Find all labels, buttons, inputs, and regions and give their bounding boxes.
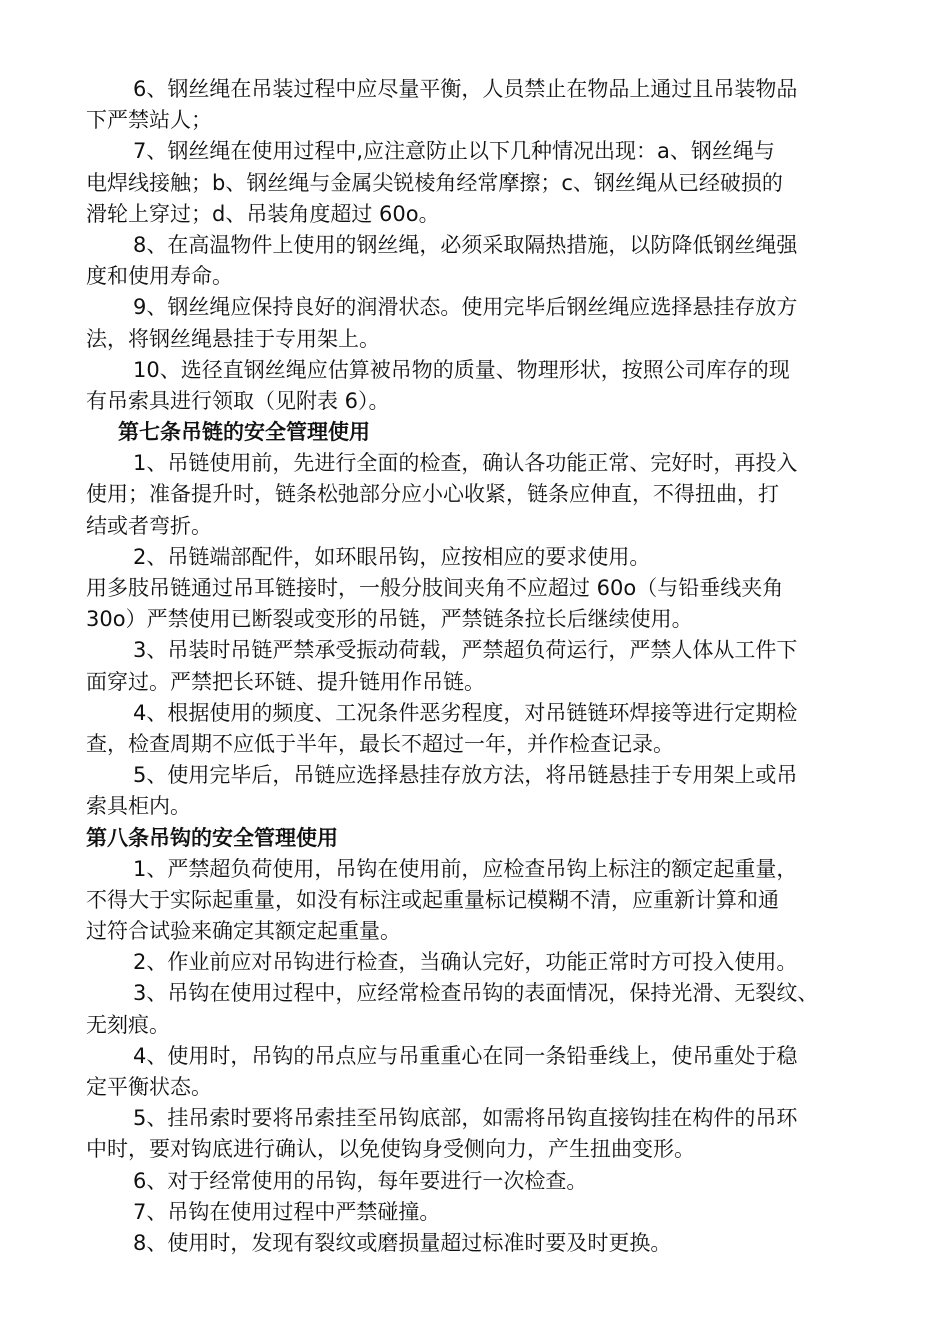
document-body — [86, 74, 886, 1259]
item-9-line-1: 9、钢丝绳应保持良好的润滑状态。使用完毕后钢丝绳应选择悬挂存放方 — [133, 295, 798, 320]
hook-item-1-line-3: 过符合试验来确定其额定起重量。 — [86, 919, 401, 944]
hook-item-3-line-2: 无刻痕。 — [86, 1012, 170, 1037]
item-7-line-3: 滑轮上穿过；d、吊装角度超过 60o。 — [86, 201, 440, 226]
chain-item-4-line-1: 4、根据使用的频度、工况条件恶劣程度，对吊链链环焊接等进行定期检 — [133, 700, 798, 725]
chain-item-2-line-3: 30o）严禁使用已断裂或变形的吊链，严禁链条拉长后继续使用。 — [86, 607, 693, 632]
item-10-line-2: 有吊索具进行领取（见附表 6）。 — [86, 388, 390, 413]
item-8-line-1: 8、在高温物件上使用的钢丝绳，必须采取隔热措施，以防降低钢丝绳强 — [133, 232, 798, 257]
chain-item-5-line-1: 5、使用完毕后，吊链应选择悬挂存放方法，将吊链悬挂于专用架上或吊 — [133, 763, 798, 788]
section-heading-7: 第七条吊链的安全管理使用 — [118, 420, 370, 445]
item-6-line-2: 下严禁站人； — [86, 108, 212, 133]
hook-item-5-line-2: 中时，要对钩底进行确认，以免使钩身受侧向力，产生扭曲变形。 — [86, 1137, 695, 1162]
chain-item-2-line-2: 用多肢吊链通过吊耳链接时，一般分肢间夹角不应超过 60o（与铅垂线夹角 — [86, 576, 784, 600]
hook-item-2-line-1: 2、作业前应对吊钩进行检查，当确认完好，功能正常时方可投入使用。 — [133, 950, 798, 975]
chain-item-3-line-1: 3、吊装时吊链严禁承受振动荷载，严禁超负荷运行，严禁人体从工件下 — [133, 638, 798, 663]
hook-item-6-line-1: 6、对于经常使用的吊钩，每年要进行一次检查。 — [133, 1168, 588, 1193]
hook-item-7-line-1: 7、吊钩在使用过程中严禁碰撞。 — [133, 1199, 441, 1224]
section-heading-8: 第八条吊钩的安全管理使用 — [86, 825, 338, 850]
chain-item-3-line-2: 面穿过。严禁把长环链、提升链用作吊链。 — [86, 669, 485, 694]
item-7-line-2: 电焊线接触；b、钢丝绳与金属尖锐棱角经常摩擦；c、钢丝绳从已经破损的 — [86, 170, 783, 195]
item-6-line-1: 6、钢丝绳在吊装过程中应尽量平衡，人员禁止在物品上通过且吊装物品 — [133, 77, 798, 101]
hook-item-5-line-1: 5、挂吊索时要将吊索挂至吊钩底部，如需将吊钩直接钩挂在构件的吊环 — [133, 1106, 798, 1131]
chain-item-1-line-3: 结或者弯折。 — [86, 513, 212, 538]
item-10-line-1: 10、选径直钢丝绳应估算被吊物的质量、物理形状，按照公司库存的现 — [133, 357, 790, 382]
chain-item-5-line-2: 索具柜内。 — [86, 794, 191, 819]
item-7-line-1: 7、钢丝绳在使用过程中,应注意防止以下几种情况出现：a、钢丝绳与 — [133, 139, 775, 164]
hook-item-1-line-2: 不得大于实际起重量，如没有标注或起重量标记模糊不清，应重新计算和通 — [86, 887, 779, 912]
hook-item-1-line-1: 1、严禁超负荷使用，吊钩在使用前，应检查吊钩上标注的额定起重量， — [133, 856, 798, 881]
hook-item-4-line-1: 4、使用时，吊钩的吊点应与吊重重心在同一条铅垂线上，使吊重处于稳 — [133, 1043, 798, 1068]
chain-item-4-line-2: 查，检查周期不应低于半年，最长不超过一年，并作检查记录。 — [86, 731, 674, 756]
hook-item-8-line-1: 8、使用时，发现有裂纹或磨损量超过标准时要及时更换。 — [133, 1230, 672, 1255]
chain-item-2-line-1: 2、吊链端部配件，如环眼吊钩，应按相应的要求使用。 — [133, 544, 651, 569]
item-8-line-2: 度和使用寿命。 — [86, 264, 233, 289]
chain-item-1-line-1: 1、吊链使用前，先进行全面的检查，确认各功能正常、完好时，再投入 — [133, 451, 798, 476]
chain-item-1-line-2: 使用；准备提升时，链条松弛部分应小心收紧，链条应伸直，不得扭曲，打 — [86, 482, 779, 507]
hook-item-4-line-2: 定平衡状态。 — [86, 1075, 212, 1099]
hook-item-3-line-1: 3、吊钩在使用过程中，应经常检查吊钩的表面情况，保持光滑、无裂纹、 — [133, 981, 819, 1006]
item-9-line-2: 法，将钢丝绳悬挂于专用架上。 — [86, 326, 380, 351]
